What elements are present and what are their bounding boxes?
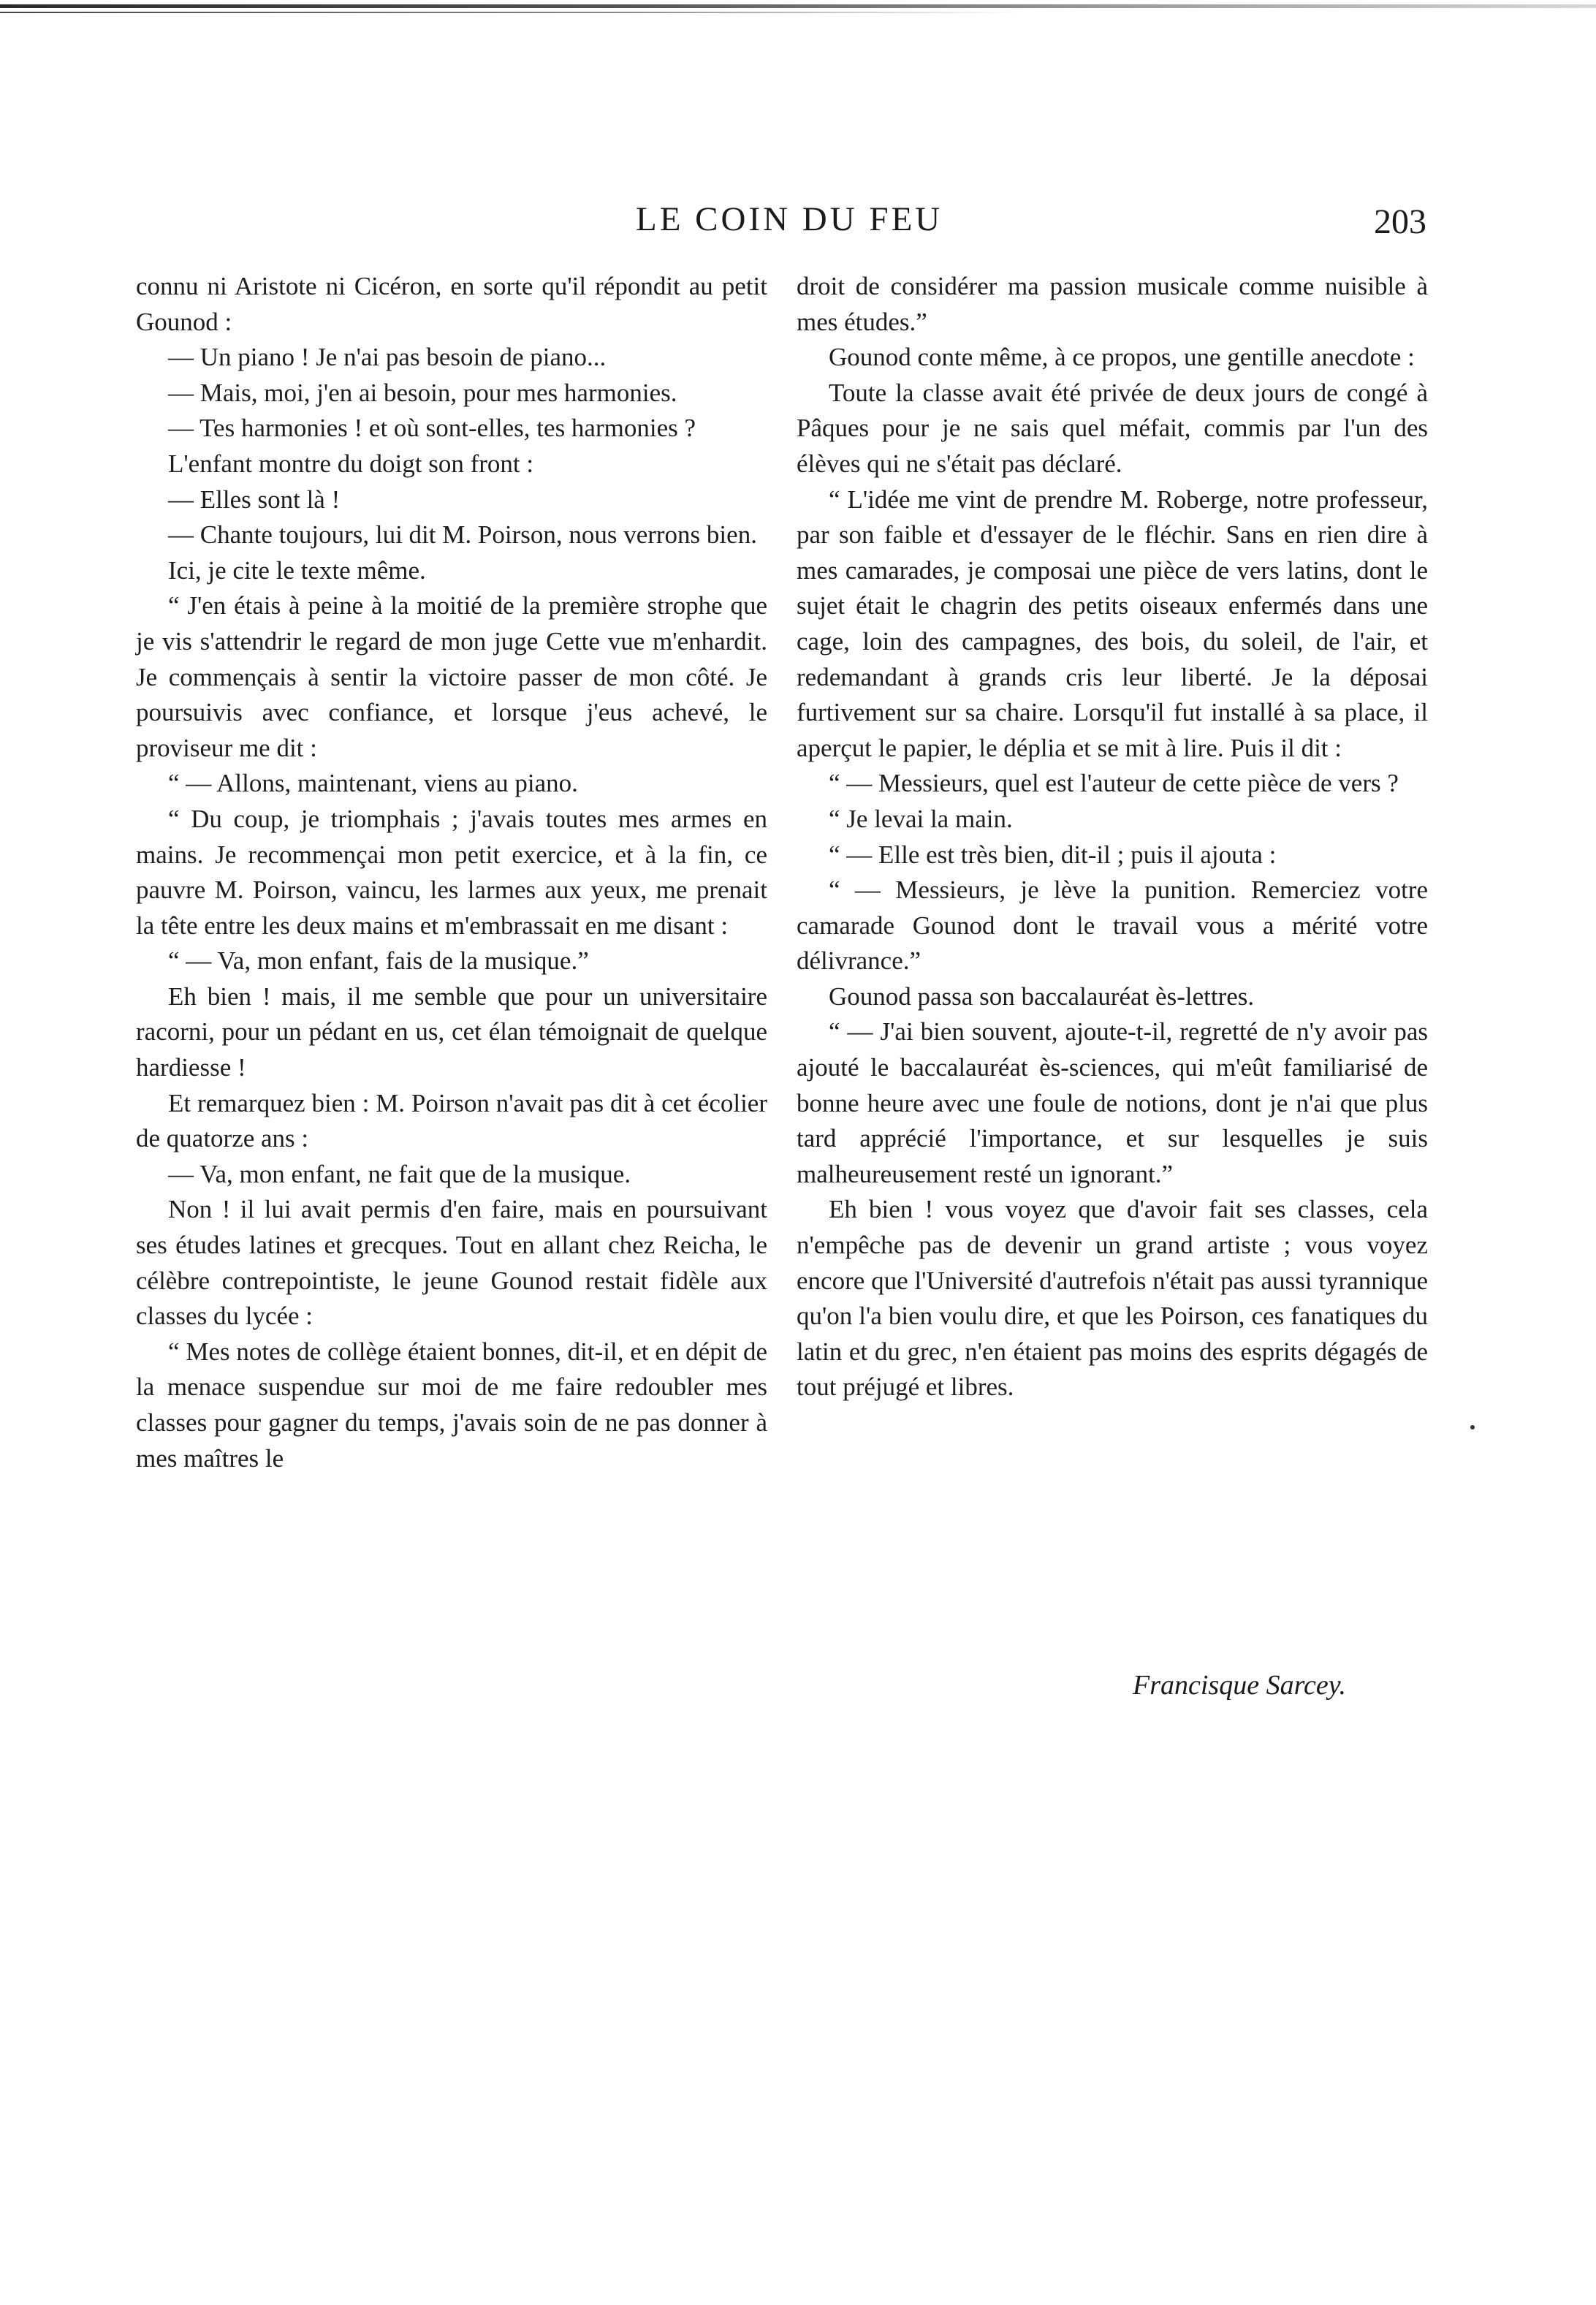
- paragraph: “ — Messieurs, quel est l'auteur de cette pièce de vers ?: [829, 769, 1399, 798]
- paragraph: “ J'en étais à peine à la moitié de la première strophe que je vis s'attendrir le regard de mon juge Cette vue m'enhardit. Je commençais à sentir la victoire passer de mon côté. Je poursuivis avec confiance, et lorsque j'eus achevé, le proviseur me dit :: [136, 591, 767, 762]
- paragraph: Gounod conte même, à ce propos, une gentille anecdote :: [829, 343, 1415, 372]
- paragraph: “ Mes notes de collège étaient bonnes, dit-il, et en dépit de la menace suspendue sur moi de me faire redoubler mes classes pour gagner du temps, j'avais soin de ne pas donner à mes maîtres le: [136, 1337, 767, 1473]
- paragraph: “ Je levai la main.: [829, 804, 1013, 833]
- top-border-rule: [0, 4, 1596, 8]
- paragraph: “ — Elle est très bien, dit-il ; puis il ajouta :: [829, 840, 1277, 869]
- paragraph: Gounod passa son baccalauréat ès-lettres.: [829, 981, 1255, 1011]
- paragraph: “ — Va, mon enfant, fais de la musique.”: [168, 946, 589, 976]
- paragraph: connu ni Aristote ni Cicéron, en sorte qu'il répondit au petit Gounod :: [136, 272, 767, 336]
- paragraph: — Mais, moi, j'en ai besoin, pour mes harmonies.: [168, 378, 677, 407]
- paragraph: Toute la classe avait été privée de deux jours de congé à Pâques pour je ne sais quel méfait, commis par l'un des élèves qui ne s'était pas déclaré.: [797, 378, 1428, 478]
- paragraph: “ Du coup, je triomphais ; j'avais toutes mes armes en mains. Je recommençai mon petit exercice, et à la fin, ce pauvre M. Poirson, vaincu, les larmes aux yeux, me prenait la tête entre les deux mains et m'embrassait en me disant :: [136, 804, 767, 940]
- paragraph: droit de considérer ma passion musicale comme nuisible à mes études.”: [797, 272, 1428, 336]
- running-head: [0, 197, 1596, 241]
- paragraph: Eh bien ! mais, il me semble que pour un universitaire racorni, pour un pédant en us, cet élan témoignait de quelque hardiesse !: [136, 981, 767, 1082]
- paragraph: “ — Allons, maintenant, viens au piano.: [168, 769, 578, 798]
- paragraph: Ici, je cite le texte même.: [168, 555, 426, 585]
- paragraph: — Tes harmonies ! et où sont-elles, tes harmonies ?: [168, 414, 696, 443]
- ink-speck: [1470, 1425, 1475, 1429]
- paragraph: L'enfant montre du doigt son front :: [168, 449, 534, 478]
- paragraph: Eh bien ! vous voyez que d'avoir fait ses classes, cela n'empêche pas de devenir un grand artiste ; vous voyez encore que l'Université d'autrefois n'était pas aussi tyrannique qu'on l'a bien voulu dire, et que les Poirson, ces fanatiques du latin et du grec, n'en étaient pas moins des esprits dégagés de tout préjugé et libres.: [797, 1195, 1428, 1402]
- paragraph: “ — J'ai bien souvent, ajoute-t-il, regretté de n'y avoir pas ajouté le baccalauréat ès-sciences, qui m'eût familiarisé de bonne heure avec une foule de notions, dont je n'ai que plus tard apprécié l'importance, et sur lesquelles je suis malheureusement resté un ignorant.”: [797, 1017, 1428, 1188]
- top-border-rule-secondary: [0, 12, 1023, 13]
- right-column: [797, 269, 1428, 1405]
- paragraph: “ L'idée me vint de prendre M. Roberge, notre professeur, par son faible et d'essayer de le fléchir. Sans en rien dire à mes camarades, je composai une pièce de vers latins, dont le sujet était le chagrin des petits oiseaux enfermés dans une cage, loin des campagnes, des bois, du soleil, de l'air, et redemandant à grands cris leur liberté. Je la déposai furtivement sur sa chaire. Lorsqu'il fut installé à sa place, il aperçut le papier, le déplia et se mit à lire. Puis il dit :: [797, 485, 1428, 762]
- page-title: LE COIN DU FEU: [636, 200, 943, 238]
- paragraph: — Chante toujours, lui dit M. Poirson, nous verrons bien.: [168, 520, 757, 550]
- paragraph: — Va, mon enfant, ne fait que de la musique.: [168, 1159, 631, 1188]
- page-number: 203: [1374, 202, 1426, 241]
- paragraph: “ — Messieurs, je lève la punition. Remerciez votre camarade Gounod dont le travail vous a mérité votre délivrance.”: [797, 876, 1428, 976]
- author-signature: Francisque Sarcey.: [1133, 1670, 1346, 1701]
- left-column: [136, 269, 767, 1476]
- paragraph: Et remarquez bien : M. Poirson n'avait pas dit à cet écolier de quatorze ans :: [136, 1088, 767, 1153]
- paragraph: Non ! il lui avait permis d'en faire, mais en poursuivant ses études latines et grecques. Tout en allant chez Reicha, le célèbre contrepointiste, le jeune Gounod restait fidèle aux classes du lycée :: [136, 1195, 767, 1331]
- paragraph: — Elles sont là !: [168, 485, 341, 514]
- paragraph: — Un piano ! Je n'ai pas besoin de piano...: [168, 343, 607, 372]
